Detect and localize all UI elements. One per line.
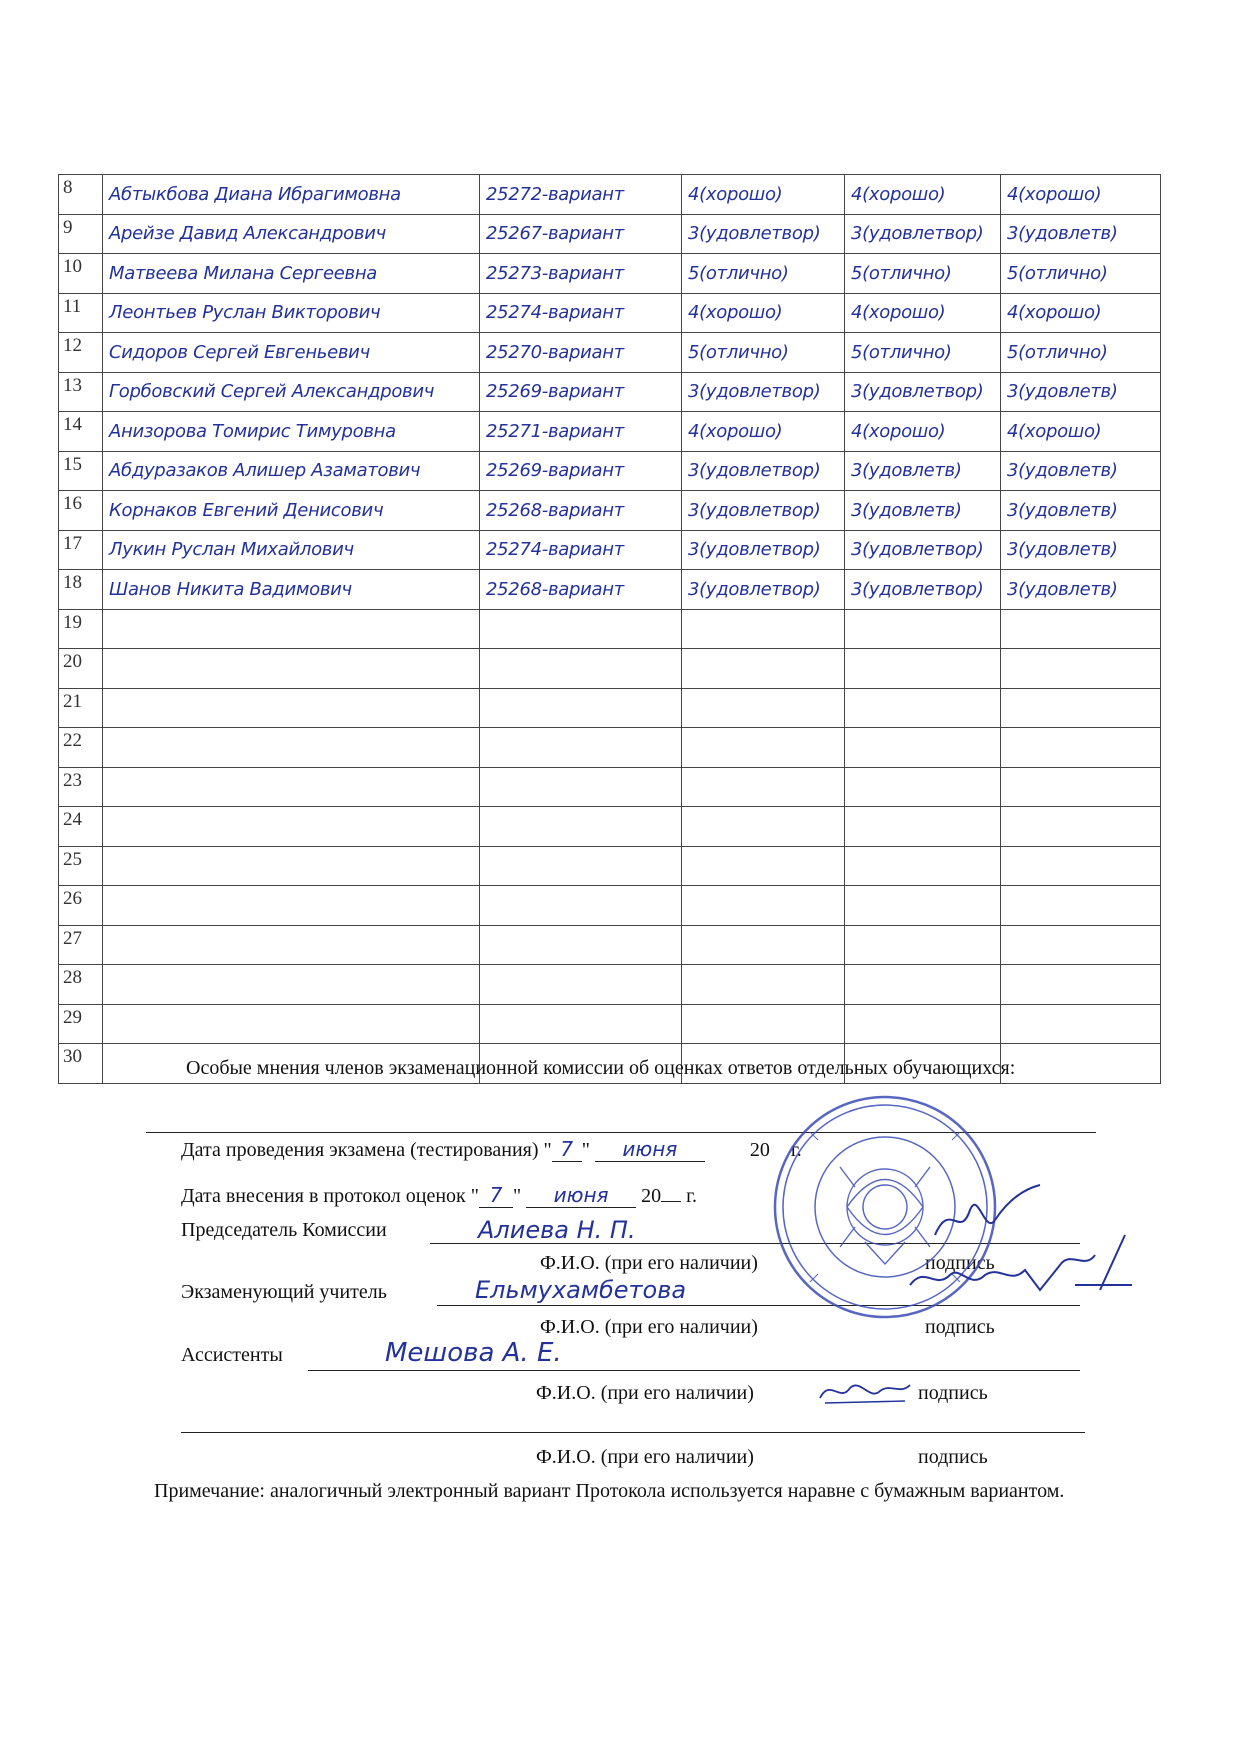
- grade-2-cell: [845, 925, 1001, 965]
- variant-cell: [480, 728, 682, 768]
- special-opinions-text: Особые мнения членов экзаменационной комиссии об оценках ответов отдельных обучающихся:: [186, 1057, 1016, 1079]
- variant-cell: 25267-вариант: [480, 214, 682, 254]
- entry-date-month: июня: [526, 1183, 636, 1208]
- note-text: Примечание: аналогичный электронный вариант Протокола используется наравне с бумажным вариантом.: [154, 1480, 1065, 1502]
- variant-cell: 25268-вариант: [480, 570, 682, 610]
- student-name-cell: [103, 609, 480, 649]
- exam-date-month: июня: [595, 1137, 705, 1162]
- row-number: 28: [59, 965, 103, 1005]
- grade-2-cell: [845, 846, 1001, 886]
- row-number: 9: [59, 214, 103, 254]
- table-row: [59, 807, 1161, 847]
- grade-3-cell: 3(удовлетв): [1001, 451, 1161, 491]
- grade-3-cell: [1001, 925, 1161, 965]
- row-number: 29: [59, 1004, 103, 1044]
- table-row: [59, 293, 1161, 333]
- grade-2-cell: 4(хорошо): [845, 175, 1001, 215]
- table-row: [59, 1004, 1161, 1044]
- grade-3-cell: 5(отлично): [1001, 254, 1161, 294]
- row-number: 18: [59, 570, 103, 610]
- grade-2-cell: 3(удовлетвор): [845, 570, 1001, 610]
- student-name-cell: Лукин Руслан Михайлович: [103, 530, 480, 570]
- student-name-cell: [103, 925, 480, 965]
- student-name-cell: [103, 688, 480, 728]
- grade-2-cell: [845, 609, 1001, 649]
- assistants-signature-caption: подпись: [918, 1382, 988, 1404]
- student-name-cell: Корнаков Евгений Денисович: [103, 491, 480, 531]
- student-name-cell: Леонтьев Руслан Викторович: [103, 293, 480, 333]
- grade-3-cell: 4(хорошо): [1001, 293, 1161, 333]
- examiner-name: Ельмухамбетова: [475, 1276, 687, 1304]
- variant-cell: 25272-вариант: [480, 175, 682, 215]
- row-number: 27: [59, 925, 103, 965]
- student-name-cell: [103, 767, 480, 807]
- student-name-cell: [103, 1004, 480, 1044]
- grades-table-body: [59, 175, 1161, 1084]
- row-number: 8: [59, 175, 103, 215]
- grade-3-cell: [1001, 609, 1161, 649]
- entry-date-day: 7: [479, 1183, 513, 1208]
- row-number: 10: [59, 254, 103, 294]
- grade-2-cell: 3(удовлетвор): [845, 214, 1001, 254]
- grade-1-cell: [682, 728, 845, 768]
- grade-2-cell: [845, 965, 1001, 1005]
- grade-1-cell: [682, 965, 845, 1005]
- student-name-cell: [103, 728, 480, 768]
- grade-3-cell: [1001, 688, 1161, 728]
- assistant-signature: [815, 1373, 915, 1408]
- extra-line: [181, 1432, 1085, 1433]
- student-name-cell: [103, 807, 480, 847]
- table-row: [59, 491, 1161, 531]
- grade-3-cell: 3(удовлетв): [1001, 530, 1161, 570]
- exam-date-label: Дата проведения экзамена (тестирования) ": [181, 1139, 552, 1161]
- table-row: [59, 214, 1161, 254]
- grades-table-wrapper: [58, 174, 1160, 1084]
- variant-cell: 25273-вариант: [480, 254, 682, 294]
- variant-cell: 25271-вариант: [480, 412, 682, 452]
- table-row: [59, 333, 1161, 373]
- table-row: [59, 965, 1161, 1005]
- row-number: 13: [59, 372, 103, 412]
- row-number: 24: [59, 807, 103, 847]
- examiner-signature-caption: подпись: [925, 1316, 995, 1338]
- variant-cell: [480, 807, 682, 847]
- grade-1-cell: [682, 649, 845, 689]
- examiner-signature: [900, 1230, 1140, 1310]
- row-number: 19: [59, 609, 103, 649]
- grade-2-cell: [845, 649, 1001, 689]
- entry-date-year-suffix: г.: [686, 1185, 698, 1207]
- grade-1-cell: 3(удовлетвор): [682, 451, 845, 491]
- grade-3-cell: 3(удовлетв): [1001, 491, 1161, 531]
- assistants-name: Мешова А. Е.: [385, 1338, 562, 1368]
- grade-3-cell: [1001, 886, 1161, 926]
- variant-cell: [480, 965, 682, 1005]
- grade-3-cell: 4(хорошо): [1001, 175, 1161, 215]
- student-name-cell: Абдуразаков Алишер Азаматович: [103, 451, 480, 491]
- table-row: [59, 412, 1161, 452]
- student-name-cell: [103, 886, 480, 926]
- student-name-cell: Горбовский Сергей Александрович: [103, 372, 480, 412]
- row-number: 20: [59, 649, 103, 689]
- grade-2-cell: 5(отлично): [845, 333, 1001, 373]
- variant-cell: [480, 1004, 682, 1044]
- grade-3-cell: [1001, 807, 1161, 847]
- entry-date-label: Дата внесения в протокол оценок ": [181, 1185, 479, 1207]
- grade-3-cell: [1001, 965, 1161, 1005]
- row-number: 16: [59, 491, 103, 531]
- student-name-cell: Анизорова Томирис Тимуровна: [103, 412, 480, 452]
- grade-2-cell: [845, 1004, 1001, 1044]
- grade-3-cell: [1001, 767, 1161, 807]
- chairman-label: Председатель Комиссии: [181, 1219, 387, 1241]
- variant-cell: 25274-вариант: [480, 293, 682, 333]
- student-name-cell: Арейзе Давид Александрович: [103, 214, 480, 254]
- chairman-signature-caption: подпись: [925, 1252, 995, 1274]
- grade-1-cell: [682, 1004, 845, 1044]
- grade-1-cell: 5(отлично): [682, 333, 845, 373]
- grade-2-cell: 3(удовлетвор): [845, 530, 1001, 570]
- grade-1-cell: 5(отлично): [682, 254, 845, 294]
- grade-2-cell: 5(отлично): [845, 254, 1001, 294]
- grade-1-cell: 4(хорошо): [682, 293, 845, 333]
- variant-cell: 25270-вариант: [480, 333, 682, 373]
- row-number: 21: [59, 688, 103, 728]
- table-row: [59, 728, 1161, 768]
- grade-2-cell: 4(хорошо): [845, 412, 1001, 452]
- grade-3-cell: [1001, 728, 1161, 768]
- row-number: 14: [59, 412, 103, 452]
- assistants-line: [308, 1370, 1080, 1371]
- chairman-fio-caption: Ф.И.О. (при его наличии): [540, 1252, 758, 1274]
- grade-1-cell: [682, 688, 845, 728]
- grade-1-cell: 3(удовлетвор): [682, 372, 845, 412]
- table-row: [59, 649, 1161, 689]
- variant-cell: [480, 925, 682, 965]
- row-number: 26: [59, 886, 103, 926]
- extra-fio-caption: Ф.И.О. (при его наличии): [536, 1446, 754, 1468]
- grade-3-cell: [1001, 649, 1161, 689]
- student-name-cell: [103, 649, 480, 689]
- student-name-cell: [103, 965, 480, 1005]
- grade-2-cell: 4(хорошо): [845, 293, 1001, 333]
- variant-cell: [480, 886, 682, 926]
- variant-cell: [480, 688, 682, 728]
- grade-2-cell: 3(удовлетв): [845, 451, 1001, 491]
- student-name-cell: Шанов Никита Вадимович: [103, 570, 480, 610]
- examiner-fio-caption: Ф.И.О. (при его наличии): [540, 1316, 758, 1338]
- grade-2-cell: [845, 728, 1001, 768]
- grade-1-cell: 4(хорошо): [682, 175, 845, 215]
- grade-1-cell: 3(удовлетвор): [682, 570, 845, 610]
- table-row: [59, 688, 1161, 728]
- table-row: [59, 846, 1161, 886]
- student-name-cell: Сидоров Сергей Евгеньевич: [103, 333, 480, 373]
- variant-cell: [480, 767, 682, 807]
- grade-1-cell: [682, 767, 845, 807]
- entry-date-quote: ": [512, 1185, 522, 1207]
- student-name-cell: [103, 846, 480, 886]
- table-row: [59, 254, 1161, 294]
- grade-1-cell: [682, 925, 845, 965]
- grade-2-cell: [845, 688, 1001, 728]
- grade-2-cell: 3(удовлетв): [845, 491, 1001, 531]
- exam-date-row: [181, 1137, 802, 1162]
- row-number: 25: [59, 846, 103, 886]
- exam-date-year: 20: [749, 1139, 770, 1161]
- row-number: 12: [59, 333, 103, 373]
- grade-2-cell: 3(удовлетвор): [845, 372, 1001, 412]
- grade-3-cell: 3(удовлетв): [1001, 570, 1161, 610]
- variant-cell: 25269-вариант: [480, 372, 682, 412]
- row-number: 11: [59, 293, 103, 333]
- grades-table: [58, 174, 1161, 1084]
- table-row: [59, 767, 1161, 807]
- extra-signature-caption: подпись: [918, 1446, 988, 1468]
- variant-cell: 25268-вариант: [480, 491, 682, 531]
- grade-1-cell: [682, 807, 845, 847]
- grade-1-cell: 3(удовлетвор): [682, 214, 845, 254]
- table-row: [59, 530, 1161, 570]
- assistants-fio-caption: Ф.И.О. (при его наличии): [536, 1382, 754, 1404]
- table-row: [59, 372, 1161, 412]
- variant-cell: 25269-вариант: [480, 451, 682, 491]
- grade-2-cell: [845, 807, 1001, 847]
- row-number: 30: [59, 1044, 103, 1084]
- row-number: 23: [59, 767, 103, 807]
- entry-date-year: 20: [641, 1185, 662, 1207]
- grade-1-cell: [682, 846, 845, 886]
- grade-3-cell: 3(удовлетв): [1001, 372, 1161, 412]
- table-row: [59, 451, 1161, 491]
- chairman-name: Алиева Н. П.: [478, 1216, 636, 1244]
- grade-1-cell: 3(удовлетвор): [682, 491, 845, 531]
- exam-date-year-suffix: г.: [790, 1139, 802, 1161]
- grade-1-cell: [682, 886, 845, 926]
- row-number: 22: [59, 728, 103, 768]
- table-row: [59, 175, 1161, 215]
- grade-3-cell: [1001, 1004, 1161, 1044]
- grade-1-cell: 4(хорошо): [682, 412, 845, 452]
- grade-3-cell: 4(хорошо): [1001, 412, 1161, 452]
- exam-date-quote: ": [581, 1139, 590, 1161]
- variant-cell: [480, 846, 682, 886]
- grade-1-cell: 3(удовлетвор): [682, 530, 845, 570]
- grade-1-cell: [682, 609, 845, 649]
- examiner-label: Экзаменующий учитель: [181, 1281, 387, 1303]
- grade-3-cell: 5(отлично): [1001, 333, 1161, 373]
- assistants-label: Ассистенты: [181, 1344, 283, 1366]
- table-row: [59, 609, 1161, 649]
- grade-3-cell: [1001, 846, 1161, 886]
- entry-date-row: [181, 1183, 697, 1208]
- grade-2-cell: [845, 886, 1001, 926]
- student-name-cell: Матвеева Милана Сергеевна: [103, 254, 480, 294]
- grade-3-cell: 3(удовлетв): [1001, 214, 1161, 254]
- table-row: [59, 925, 1161, 965]
- variant-cell: [480, 609, 682, 649]
- row-number: 17: [59, 530, 103, 570]
- exam-date-day: 7: [552, 1137, 582, 1162]
- row-number: 15: [59, 451, 103, 491]
- variant-cell: 25274-вариант: [480, 530, 682, 570]
- variant-cell: [480, 649, 682, 689]
- student-name-cell: Абтыкбова Диана Ибрагимовна: [103, 175, 480, 215]
- table-row: [59, 570, 1161, 610]
- grade-2-cell: [845, 767, 1001, 807]
- table-row: [59, 886, 1161, 926]
